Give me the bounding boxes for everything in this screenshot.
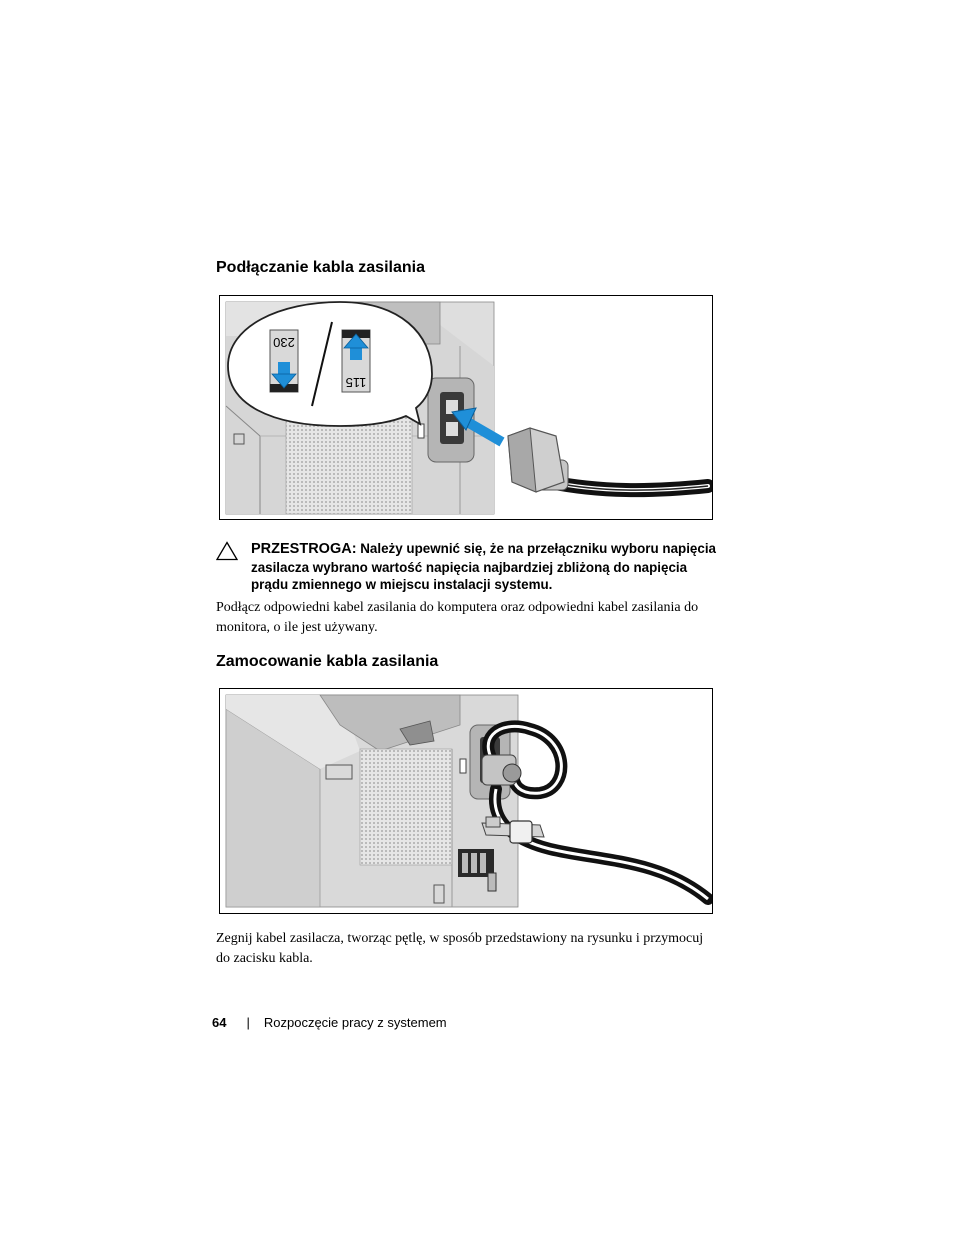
cable-retention-illustration [220, 689, 712, 913]
caution-label: PRZESTROGA: [251, 541, 357, 557]
power-connection-illustration [220, 296, 712, 519]
paragraph-retention-instruction: Zegnij kabel zasilacza, tworząc pętlę, w sposób przedstawiony na rysunku i przymocuj do zacisku kabla. [216, 931, 704, 966]
caution-text: Należy upewnić się, że na przełączniku wyboru napięcia zasilacza wybrano wartość napięcia najbardziej zbliżoną do napięcia prądu zmiennego w miejscu instalacji systemu. [251, 541, 716, 592]
switch-label-115: 115 [345, 375, 367, 390]
footer-title: Rozpoczęcie pracy z systemem [263, 1015, 447, 1030]
figure-power-cable-retention [219, 688, 713, 914]
section-heading-secure-power: Zamocowanie kabla zasilania [216, 653, 439, 670]
page-number: 64 [212, 1015, 227, 1030]
caution-triangle-icon [216, 541, 238, 561]
footer-separator: | [246, 1015, 250, 1030]
page-footer [212, 1015, 447, 1030]
paragraph-connect-instruction: Podłącz odpowiedni kabel zasilania do komputera oraz odpowiedni kabel zasilania do monitora, o ile jest używany. [216, 600, 699, 635]
switch-label-230: 230 [273, 335, 295, 350]
caution-note [216, 540, 716, 594]
section-heading-connect-power: Podłączanie kabla zasilania [216, 259, 425, 276]
figure-power-cable-connection [219, 295, 713, 520]
